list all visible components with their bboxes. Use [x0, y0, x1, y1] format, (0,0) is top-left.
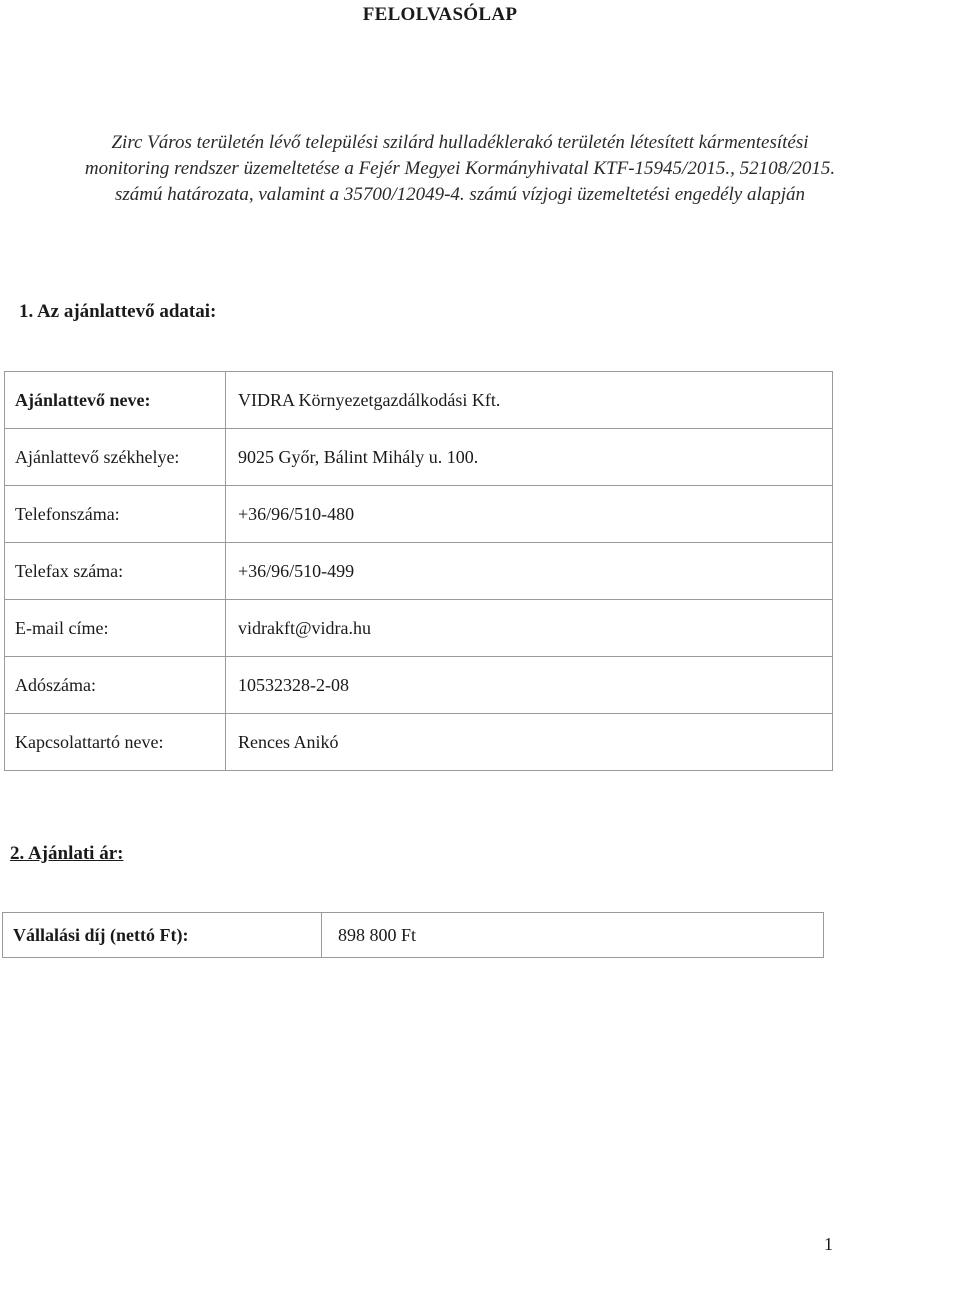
row-value: VIDRA Környezetgazdálkodási Kft. — [226, 372, 833, 429]
table-row — [5, 714, 833, 771]
section-heading-bidder: 1. Az ajánlattevő adatai: — [19, 301, 217, 322]
subject-line: számú határozata, valamint a 35700/12049-4. számú vízjogi üzemeltetési engedély alapján — [114, 184, 806, 205]
table-row — [5, 372, 833, 429]
price-table — [2, 912, 824, 958]
page-number: 1 — [824, 1234, 833, 1254]
row-value: vidrakft@vidra.hu — [226, 600, 833, 657]
table-row — [5, 600, 833, 657]
subject-line: monitoring rendszer üzemeltetése a Fejér Megyei Kormányhivatal KTF-15945/2015., 52108/2015. — [84, 158, 836, 179]
row-label: Adószáma: — [5, 657, 226, 714]
section-heading-price: 2. Ajánlati ár: — [10, 843, 124, 864]
table-row — [3, 913, 824, 958]
row-label: Ajánlattevő neve: — [5, 372, 226, 429]
row-label: Ajánlattevő székhelye: — [5, 429, 226, 486]
table-row — [5, 657, 833, 714]
row-label: E-mail címe: — [5, 600, 226, 657]
bidder-info-table — [4, 371, 833, 771]
row-value: Rences Anikó — [226, 714, 833, 771]
subject-line: Zirc Város területén lévő települési szilárd hulladéklerakó területén létesített kármentesítési — [111, 132, 809, 153]
row-label: Telefonszáma: — [5, 486, 226, 543]
table-row — [5, 429, 833, 486]
table-row — [5, 543, 833, 600]
row-value: 10532328-2-08 — [226, 657, 833, 714]
row-value: +36/96/510-480 — [226, 486, 833, 543]
row-value: 9025 Győr, Bálint Mihály u. 100. — [226, 429, 833, 486]
row-value: +36/96/510-499 — [226, 543, 833, 600]
price-value: 898 800 Ft — [322, 913, 824, 958]
row-label: Telefax száma: — [5, 543, 226, 600]
row-label: Kapcsolattartó neve: — [5, 714, 226, 771]
table-row — [5, 486, 833, 543]
price-label: Vállalási díj (nettó Ft): — [3, 913, 322, 958]
document-title: FELOLVASÓLAP — [362, 4, 518, 25]
document-subject — [30, 130, 890, 208]
